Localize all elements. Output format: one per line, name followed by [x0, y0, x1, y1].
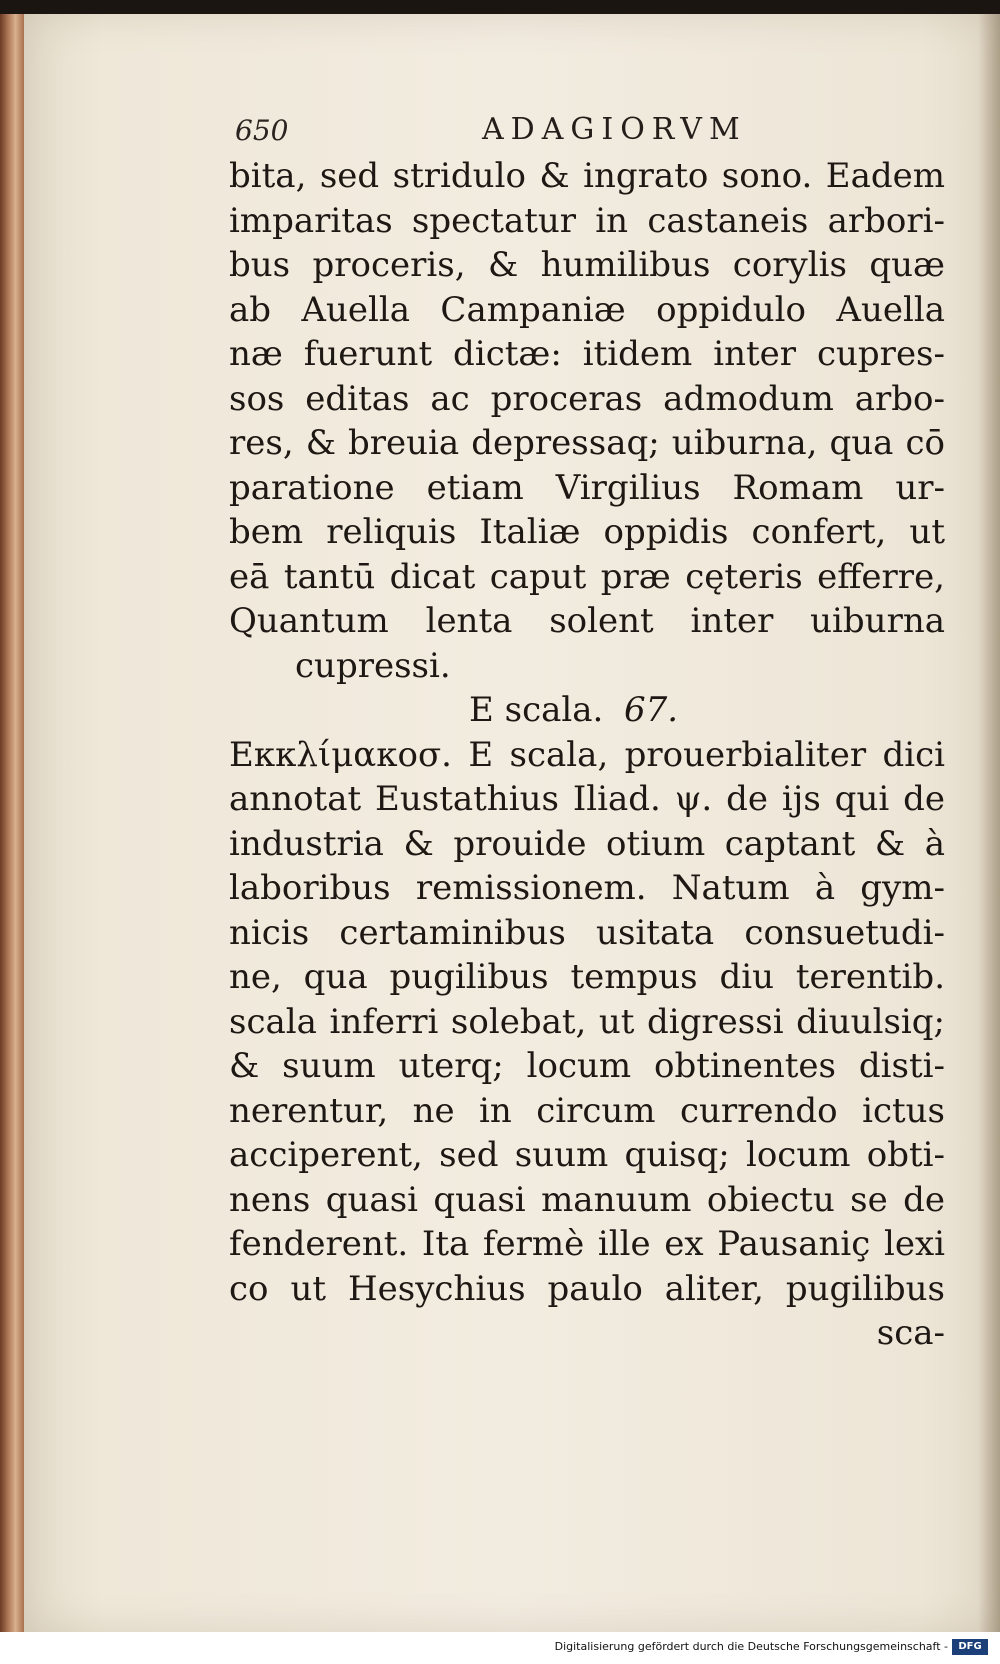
- text-line: nens quasi quasi manuum obiectu se de: [229, 1179, 945, 1220]
- text-line: ne, qua pugilibus tempus diu terentib.: [229, 957, 945, 997]
- book-page: [24, 14, 1000, 1632]
- adage-heading: [229, 688, 945, 733]
- funding-notice: Digitalisierung gefördert durch die Deutsche Forschungsgemeinschaft -: [554, 1640, 948, 1653]
- text-line: eā tantū dicat caput præ cęteris efferre,: [229, 556, 945, 597]
- text-line: Quantum lenta solent inter uiburna: [229, 601, 945, 641]
- adage-title: E scala.: [469, 690, 604, 730]
- running-head: ADAGIORVM: [482, 112, 747, 147]
- text-line: bem reliquis Italiæ oppidis confert, ut: [229, 512, 945, 552]
- text-line: res, & breuia depressaq; uiburna, qua cō: [229, 423, 945, 463]
- text-block: [229, 154, 945, 1356]
- dfg-logo: DFG: [952, 1639, 988, 1655]
- catchword: sca-: [876, 1313, 945, 1353]
- adage-number: 67.: [624, 690, 679, 730]
- text-line: fenderent. Ita fermè ille ex Pausaniç lexi: [229, 1224, 945, 1264]
- text-line: nicis certaminibus usitata consuetudi-: [229, 912, 945, 953]
- text-line: laboribus remissionem. Natum à gym-: [229, 868, 945, 908]
- text-line: sos editas ac proceras admodum arbo-: [229, 378, 945, 419]
- text-line: næ fuerunt dictæ: itidem inter cupres-: [229, 334, 945, 374]
- text-line: ab Auella Campaniæ oppidulo Auella: [229, 289, 945, 330]
- text-line: annotat Eustathius Iliad. ψ. de ijs qui de: [229, 779, 945, 819]
- book-edge: [0, 14, 24, 1632]
- text-line: Εκκλίμακοσ. E scala, prouerbialiter dici: [229, 734, 945, 775]
- text-line: imparitas spectatur in castaneis arbori-: [229, 200, 945, 241]
- text-line: industria & prouide otium captant & à: [229, 823, 945, 864]
- text-line: scala inferri solebat, ut digressi diuulsiq;: [229, 1001, 945, 1042]
- text-line: bus proceris, & humilibus corylis quæ: [229, 245, 945, 285]
- text-line: acciperent, sed suum quisq; locum obti-: [229, 1135, 945, 1175]
- text-line: bita, sed stridulo & ingrato sono. Eadem: [229, 156, 945, 196]
- page-header: [24, 114, 1000, 154]
- text-line: & suum uterq; locum obtinentes disti-: [229, 1046, 945, 1086]
- text-line: nerentur, ne in circum currendo ictus: [229, 1090, 945, 1131]
- page-number: 650: [235, 114, 289, 147]
- digitization-footer: [0, 1632, 1000, 1664]
- text-line: co ut Hesychius paulo aliter, pugilibus: [229, 1268, 945, 1309]
- text-line: paratione etiam Virgilius Romam ur-: [229, 467, 945, 508]
- verse-end-line: cupressi.: [295, 645, 451, 686]
